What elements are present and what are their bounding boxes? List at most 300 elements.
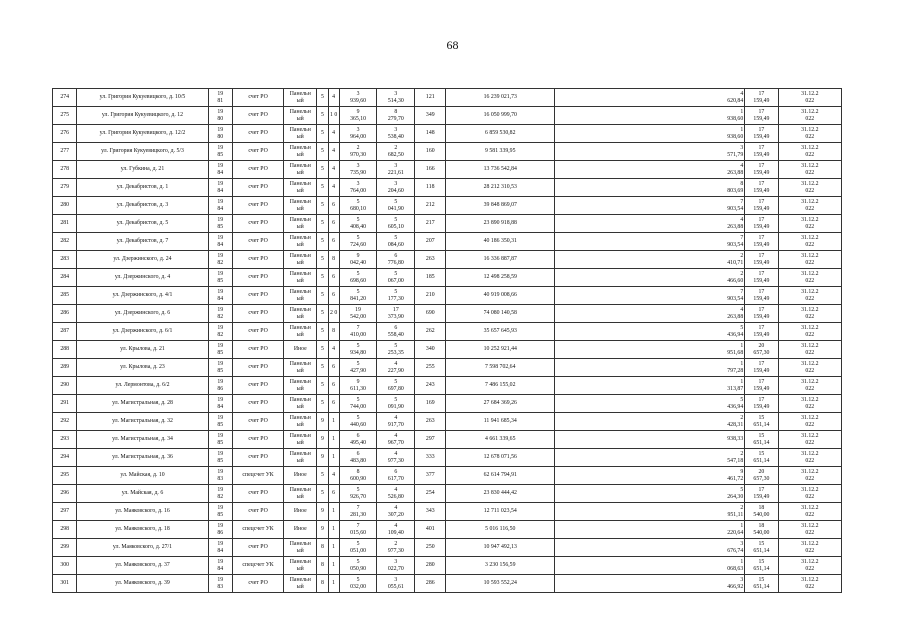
deadline-cell: 31.12.2 022 xyxy=(778,485,841,503)
address-cell: ул. Магистральная, д. 34 xyxy=(77,431,208,449)
address-cell: ул. Декабристов, д. 3 xyxy=(77,197,208,215)
row-number: 294 xyxy=(53,449,77,467)
area-total-cell: 9 365,10 xyxy=(339,107,377,125)
rate-sqm-cell: 17 159,49 xyxy=(745,215,778,233)
floors-cell: 9 xyxy=(317,431,328,449)
entrances-cell: 4 xyxy=(328,161,339,179)
area-total-cell: 7 015,60 xyxy=(339,521,377,539)
cost-cell: 16 336 887,87 xyxy=(446,251,555,269)
fund-cell: счет РО xyxy=(233,143,284,161)
cost-cell: 40 919 008,66 xyxy=(446,287,555,305)
cost-cell: 16 239 021,73 xyxy=(446,89,555,107)
cost-cell: 12 498 258,59 xyxy=(446,269,555,287)
address-cell: ул. Декабристов, д. 5 xyxy=(77,215,208,233)
area-living-cell: 17 373,90 xyxy=(377,305,415,323)
row-number: 284 xyxy=(53,269,77,287)
row-number: 275 xyxy=(53,107,77,125)
deadline-cell: 31.12.2 022 xyxy=(778,251,841,269)
address-cell: ул. Крылова, д. 23 xyxy=(77,359,208,377)
year-cell: 19 80 xyxy=(208,125,232,143)
fund-cell: счет РО xyxy=(233,179,284,197)
fund-cell: счет РО xyxy=(233,539,284,557)
year-cell: 19 82 xyxy=(208,305,232,323)
fund-cell: счет РО xyxy=(233,575,284,593)
deadline-cell: 31.12.2 022 xyxy=(778,107,841,125)
rate-total-cell: 5 436,94 xyxy=(555,395,745,413)
row-number: 289 xyxy=(53,359,77,377)
entrances-cell: 6 xyxy=(328,233,339,251)
rate-sqm-cell: 17 159,49 xyxy=(745,269,778,287)
deadline-cell: 31.12.2 022 xyxy=(778,521,841,539)
address-cell: ул. Лермонтова, д. 6/2 xyxy=(77,377,208,395)
row-number: 274 xyxy=(53,89,77,107)
area-total-cell: 9 611,30 xyxy=(339,377,377,395)
rate-sqm-cell: 17 159,49 xyxy=(745,125,778,143)
cost-cell: 10 947 492,13 xyxy=(446,539,555,557)
floors-cell: 5 xyxy=(317,395,328,413)
cost-cell: 35 657 645,93 xyxy=(446,323,555,341)
fund-cell: счет РО xyxy=(233,449,284,467)
rate-total-cell: 1 951,68 xyxy=(555,341,745,359)
entrances-cell: 4 xyxy=(328,89,339,107)
row-number: 292 xyxy=(53,413,77,431)
fund-cell: счет РО xyxy=(233,413,284,431)
rate-total-cell: 7 903,54 xyxy=(555,233,745,251)
year-cell: 19 80 xyxy=(208,107,232,125)
table-row xyxy=(53,107,842,125)
floors-cell: 5 xyxy=(317,305,328,323)
area-total-cell: 5 744,00 xyxy=(339,395,377,413)
table-row xyxy=(53,179,842,197)
row-number: 286 xyxy=(53,305,77,323)
area-living-cell: 5 091,90 xyxy=(377,395,415,413)
entrances-cell: 2 0 xyxy=(328,305,339,323)
residents-cell: 297 xyxy=(415,431,446,449)
row-number: 277 xyxy=(53,143,77,161)
material-cell: Панельн ый xyxy=(284,287,317,305)
row-number: 293 xyxy=(53,431,77,449)
area-total-cell: 9 042,40 xyxy=(339,251,377,269)
material-cell: Панельн ый xyxy=(284,161,317,179)
table-row xyxy=(53,197,842,215)
year-cell: 19 84 xyxy=(208,287,232,305)
entrances-cell: 6 xyxy=(328,377,339,395)
material-cell: Панельн ый xyxy=(284,269,317,287)
address-cell: ул. Магистральная, д. 28 xyxy=(77,395,208,413)
rate-sqm-cell: 18 540,00 xyxy=(745,521,778,539)
residents-cell: 333 xyxy=(415,449,446,467)
row-number: 298 xyxy=(53,521,77,539)
address-cell: ул. Губкина, д. 21 xyxy=(77,161,208,179)
deadline-cell: 31.12.2 022 xyxy=(778,467,841,485)
table-body xyxy=(53,89,842,593)
material-cell: Панельн ый xyxy=(284,413,317,431)
area-living-cell: 5 697,80 xyxy=(377,377,415,395)
rate-total-cell: 8 803,69 xyxy=(555,179,745,197)
floors-cell: 5 xyxy=(317,197,328,215)
year-cell: 19 82 xyxy=(208,323,232,341)
residents-cell: 286 xyxy=(415,575,446,593)
address-cell: ул. Григория Кукуевицкого, д. 5/3 xyxy=(77,143,208,161)
address-cell: ул. Маяковского, д. 27/1 xyxy=(77,539,208,557)
material-cell: Панельн ый xyxy=(284,143,317,161)
rate-total-cell: 7 903,54 xyxy=(555,287,745,305)
year-cell: 19 86 xyxy=(208,377,232,395)
material-cell: Панельн ый xyxy=(284,395,317,413)
fund-cell: счет РО xyxy=(233,215,284,233)
deadline-cell: 31.12.2 022 xyxy=(778,161,841,179)
floors-cell: 9 xyxy=(317,521,328,539)
row-number: 278 xyxy=(53,161,77,179)
residents-cell: 343 xyxy=(415,503,446,521)
area-total-cell: 5 051,00 xyxy=(339,539,377,557)
rate-total-cell: 5 264,30 xyxy=(555,485,745,503)
year-cell: 19 84 xyxy=(208,233,232,251)
area-living-cell: 4 917,70 xyxy=(377,413,415,431)
row-number: 282 xyxy=(53,233,77,251)
area-living-cell: 3 221,61 xyxy=(377,161,415,179)
entrances-cell: 1 xyxy=(328,575,339,593)
cost-cell: 74 080 140,58 xyxy=(446,305,555,323)
entrances-cell: 8 xyxy=(328,251,339,269)
fund-cell: счет РО xyxy=(233,395,284,413)
rate-total-cell: 2 428,31 xyxy=(555,413,745,431)
cost-cell: 7 486 155,02 xyxy=(446,377,555,395)
row-number: 295 xyxy=(53,467,77,485)
address-cell: ул. Магистральная, д. 36 xyxy=(77,449,208,467)
table-row xyxy=(53,233,842,251)
address-cell: ул. Крылова, д. 21 xyxy=(77,341,208,359)
residents-cell: 340 xyxy=(415,341,446,359)
cost-cell: 3 230 156,59 xyxy=(446,557,555,575)
cost-cell: 13 736 542,84 xyxy=(446,161,555,179)
page-number: 68 xyxy=(446,38,459,52)
cost-cell: 40 186 350,31 xyxy=(446,233,555,251)
table-row xyxy=(53,431,842,449)
area-total-cell: 7 281,30 xyxy=(339,503,377,521)
table-row xyxy=(53,395,842,413)
deadline-cell: 31.12.2 022 xyxy=(778,305,841,323)
address-cell: ул. Дзержинского, д. 4/1 xyxy=(77,287,208,305)
entrances-cell: 4 xyxy=(328,125,339,143)
area-living-cell: 6 558,40 xyxy=(377,323,415,341)
rate-sqm-cell: 15 651,14 xyxy=(745,413,778,431)
table-row xyxy=(53,449,842,467)
area-living-cell: 5 177,30 xyxy=(377,287,415,305)
table-row xyxy=(53,305,842,323)
material-cell: Панельн ый xyxy=(284,233,317,251)
rate-total-cell: 3 466,92 xyxy=(555,575,745,593)
cost-cell: 28 212 310,53 xyxy=(446,179,555,197)
deadline-cell: 31.12.2 022 xyxy=(778,197,841,215)
table-row xyxy=(53,89,842,107)
deadline-cell: 31.12.2 022 xyxy=(778,179,841,197)
deadline-cell: 31.12.2 022 xyxy=(778,89,841,107)
floors-cell: 5 xyxy=(317,359,328,377)
housing-register-table xyxy=(52,88,842,593)
deadline-cell: 31.12.2 022 xyxy=(778,233,841,251)
rate-total-cell: 4 263,88 xyxy=(555,161,745,179)
deadline-cell: 31.12.2 022 xyxy=(778,125,841,143)
year-cell: 19 84 xyxy=(208,179,232,197)
address-cell: ул. Майская, д. 6 xyxy=(77,485,208,503)
table-row xyxy=(53,125,842,143)
rate-total-cell: 1 313,87 xyxy=(555,377,745,395)
residents-cell: 263 xyxy=(415,251,446,269)
year-cell: 19 84 xyxy=(208,557,232,575)
rate-total-cell: 4 620,84 xyxy=(555,89,745,107)
rate-sqm-cell: 17 159,49 xyxy=(745,143,778,161)
row-number: 296 xyxy=(53,485,77,503)
row-number: 290 xyxy=(53,377,77,395)
cost-cell: 7 598 702,64 xyxy=(446,359,555,377)
row-number: 300 xyxy=(53,557,77,575)
table-row xyxy=(53,341,842,359)
material-cell: Иное xyxy=(284,467,317,485)
cost-cell: 11 941 685,34 xyxy=(446,413,555,431)
deadline-cell: 31.12.2 022 xyxy=(778,395,841,413)
rate-total-cell: 938,33 xyxy=(555,431,745,449)
area-total-cell: 5 032,00 xyxy=(339,575,377,593)
deadline-cell: 31.12.2 022 xyxy=(778,575,841,593)
material-cell: Иное xyxy=(284,341,317,359)
address-cell: ул. Маяковского, д. 37 xyxy=(77,557,208,575)
row-number: 291 xyxy=(53,395,77,413)
fund-cell: счет РО xyxy=(233,269,284,287)
floors-cell: 5 xyxy=(317,143,328,161)
residents-cell: 690 xyxy=(415,305,446,323)
area-living-cell: 3 538,40 xyxy=(377,125,415,143)
floors-cell: 5 xyxy=(317,215,328,233)
residents-cell: 401 xyxy=(415,521,446,539)
floors-cell: 9 xyxy=(317,449,328,467)
rate-total-cell: 1 068,63 xyxy=(555,557,745,575)
area-living-cell: 3 055,61 xyxy=(377,575,415,593)
entrances-cell: 6 xyxy=(328,287,339,305)
table-row xyxy=(53,467,842,485)
address-cell: ул. Магистральная, д. 32 xyxy=(77,413,208,431)
address-cell: ул. Дзержинского, д. 6/1 xyxy=(77,323,208,341)
rate-sqm-cell: 17 159,49 xyxy=(745,485,778,503)
area-living-cell: 4 526,80 xyxy=(377,485,415,503)
rate-total-cell: 4 263,88 xyxy=(555,215,745,233)
area-total-cell: 5 408,40 xyxy=(339,215,377,233)
material-cell: Панельн ый xyxy=(284,197,317,215)
row-number: 285 xyxy=(53,287,77,305)
residents-cell: 280 xyxy=(415,557,446,575)
fund-cell: счет РО xyxy=(233,305,284,323)
floors-cell: 8 xyxy=(317,539,328,557)
entrances-cell: 1 xyxy=(328,521,339,539)
year-cell: 19 83 xyxy=(208,575,232,593)
entrances-cell: 1 xyxy=(328,557,339,575)
deadline-cell: 31.12.2 022 xyxy=(778,539,841,557)
entrances-cell: 6 xyxy=(328,197,339,215)
row-number: 279 xyxy=(53,179,77,197)
floors-cell: 5 xyxy=(317,125,328,143)
fund-cell: счет РО xyxy=(233,161,284,179)
material-cell: Панельн ый xyxy=(284,305,317,323)
floors-cell: 5 xyxy=(317,161,328,179)
table-row xyxy=(53,287,842,305)
area-total-cell: 5 724,60 xyxy=(339,233,377,251)
rate-sqm-cell: 17 159,49 xyxy=(745,179,778,197)
deadline-cell: 31.12.2 022 xyxy=(778,557,841,575)
table-row xyxy=(53,503,842,521)
rate-total-cell: 7 903,54 xyxy=(555,197,745,215)
residents-cell: 166 xyxy=(415,161,446,179)
material-cell: Панельн ый xyxy=(284,107,317,125)
residents-cell: 349 xyxy=(415,107,446,125)
area-living-cell: 4 977,30 xyxy=(377,449,415,467)
row-number: 283 xyxy=(53,251,77,269)
material-cell: Панельн ый xyxy=(284,485,317,503)
material-cell: Панельн ый xyxy=(284,323,317,341)
cost-cell: 5 016 116,50 xyxy=(446,521,555,539)
floors-cell: 5 xyxy=(317,485,328,503)
material-cell: Панельн ый xyxy=(284,251,317,269)
address-cell: ул. Григория Кукуевицкого, д. 12/2 xyxy=(77,125,208,143)
table-row xyxy=(53,215,842,233)
floors-cell: 5 xyxy=(317,287,328,305)
fund-cell: счет РО xyxy=(233,89,284,107)
rate-total-cell: 2 410,71 xyxy=(555,251,745,269)
deadline-cell: 31.12.2 022 xyxy=(778,431,841,449)
residents-cell: 254 xyxy=(415,485,446,503)
row-number: 297 xyxy=(53,503,77,521)
rate-sqm-cell: 15 651,14 xyxy=(745,431,778,449)
table-row xyxy=(53,323,842,341)
rate-sqm-cell: 15 651,14 xyxy=(745,539,778,557)
residents-cell: 118 xyxy=(415,179,446,197)
cost-cell: 6 859 530,82 xyxy=(446,125,555,143)
fund-cell: спецсчет УК xyxy=(233,467,284,485)
floors-cell: 5 xyxy=(317,323,328,341)
residents-cell: 255 xyxy=(415,359,446,377)
year-cell: 19 85 xyxy=(208,503,232,521)
year-cell: 19 86 xyxy=(208,521,232,539)
area-total-cell: 5 841,20 xyxy=(339,287,377,305)
rate-sqm-cell: 15 651,14 xyxy=(745,449,778,467)
address-cell: ул. Григория Кукуевицкого, д. 10/5 xyxy=(77,89,208,107)
row-number: 299 xyxy=(53,539,77,557)
deadline-cell: 31.12.2 022 xyxy=(778,377,841,395)
cost-cell: 23 890 918,88 xyxy=(446,215,555,233)
deadline-cell: 31.12.2 022 xyxy=(778,323,841,341)
rate-total-cell: 1 938,60 xyxy=(555,107,745,125)
rate-total-cell: 2 466,60 xyxy=(555,269,745,287)
rate-total-cell: 4 263,88 xyxy=(555,305,745,323)
material-cell: Панельн ый xyxy=(284,359,317,377)
rate-total-cell: 2 547,18 xyxy=(555,449,745,467)
address-cell: ул. Маяковского, д. 16 xyxy=(77,503,208,521)
material-cell: Панельн ый xyxy=(284,89,317,107)
row-number: 287 xyxy=(53,323,77,341)
rate-sqm-cell: 17 159,49 xyxy=(745,377,778,395)
area-total-cell: 5 440,60 xyxy=(339,413,377,431)
table-row xyxy=(53,143,842,161)
entrances-cell: 6 xyxy=(328,485,339,503)
floors-cell: 8 xyxy=(317,575,328,593)
area-total-cell: 6 483,80 xyxy=(339,449,377,467)
area-living-cell: 5 041,90 xyxy=(377,197,415,215)
residents-cell: 217 xyxy=(415,215,446,233)
rate-total-cell: 1 797,28 xyxy=(555,359,745,377)
area-total-cell: 3 964,00 xyxy=(339,125,377,143)
rate-sqm-cell: 20 657,30 xyxy=(745,467,778,485)
deadline-cell: 31.12.2 022 xyxy=(778,215,841,233)
floors-cell: 5 xyxy=(317,107,328,125)
entrances-cell: 6 xyxy=(328,359,339,377)
entrances-cell: 8 xyxy=(328,323,339,341)
material-cell: Панельн ый xyxy=(284,377,317,395)
area-total-cell: 6 495,40 xyxy=(339,431,377,449)
area-living-cell: 6 617,70 xyxy=(377,467,415,485)
residents-cell: 121 xyxy=(415,89,446,107)
material-cell: Панельн ый xyxy=(284,215,317,233)
year-cell: 19 84 xyxy=(208,197,232,215)
rate-sqm-cell: 17 159,49 xyxy=(745,161,778,179)
year-cell: 19 82 xyxy=(208,485,232,503)
residents-cell: 207 xyxy=(415,233,446,251)
rate-total-cell: 2 951,11 xyxy=(555,503,745,521)
table-row xyxy=(53,413,842,431)
area-living-cell: 4 109,40 xyxy=(377,521,415,539)
area-living-cell: 3 514,30 xyxy=(377,89,415,107)
entrances-cell: 1 0 xyxy=(328,107,339,125)
area-total-cell: 5 926,70 xyxy=(339,485,377,503)
area-living-cell: 2 977,30 xyxy=(377,539,415,557)
area-total-cell: 8 600,90 xyxy=(339,467,377,485)
rate-sqm-cell: 17 159,49 xyxy=(745,305,778,323)
entrances-cell: 1 xyxy=(328,503,339,521)
year-cell: 19 84 xyxy=(208,161,232,179)
rate-sqm-cell: 17 159,49 xyxy=(745,359,778,377)
year-cell: 19 81 xyxy=(208,89,232,107)
year-cell: 19 85 xyxy=(208,359,232,377)
rate-sqm-cell: 17 159,49 xyxy=(745,197,778,215)
table-row xyxy=(53,575,842,593)
area-living-cell: 5 605,10 xyxy=(377,215,415,233)
area-total-cell: 3 939,60 xyxy=(339,89,377,107)
year-cell: 19 85 xyxy=(208,341,232,359)
fund-cell: счет РО xyxy=(233,377,284,395)
entrances-cell: 4 xyxy=(328,341,339,359)
year-cell: 19 84 xyxy=(208,395,232,413)
rate-sqm-cell: 17 159,49 xyxy=(745,233,778,251)
fund-cell: спецсчет УК xyxy=(233,521,284,539)
residents-cell: 243 xyxy=(415,377,446,395)
table-row xyxy=(53,539,842,557)
rate-total-cell: 5 436,94 xyxy=(555,323,745,341)
cost-cell: 39 848 869,07 xyxy=(446,197,555,215)
address-cell: ул. Маяковского, д. 18 xyxy=(77,521,208,539)
area-living-cell: 4 307,20 xyxy=(377,503,415,521)
entrances-cell: 1 xyxy=(328,539,339,557)
rate-total-cell: 9 461,72 xyxy=(555,467,745,485)
table-row xyxy=(53,521,842,539)
year-cell: 19 85 xyxy=(208,215,232,233)
residents-cell: 148 xyxy=(415,125,446,143)
residents-cell: 169 xyxy=(415,395,446,413)
address-cell: ул. Декабристов, д. 1 xyxy=(77,179,208,197)
cost-cell: 62 614 794,91 xyxy=(446,467,555,485)
material-cell: Панельн ый xyxy=(284,575,317,593)
address-cell: ул. Майская, д. 10 xyxy=(77,467,208,485)
residents-cell: 212 xyxy=(415,197,446,215)
floors-cell: 5 xyxy=(317,251,328,269)
area-total-cell: 5 698,60 xyxy=(339,269,377,287)
